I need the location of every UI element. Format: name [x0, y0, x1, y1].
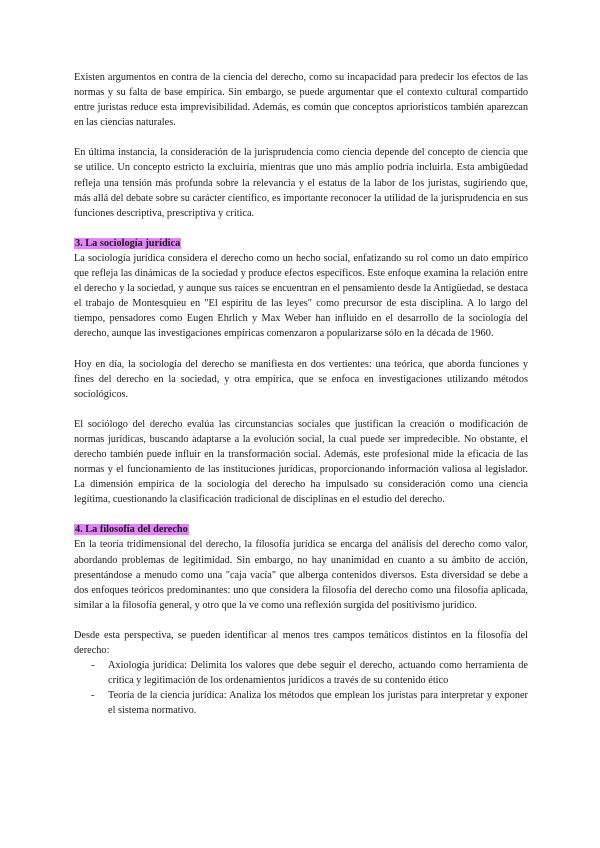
paragraph-intro-2: En última instancia, la consideración de la jurisprudencia como ciencia depende del concepto de ciencia que se utilice. Un concepto estricto la excluiría, mientras que uno más amplio podría incluirla. Esta ambigüedad refleja una tensión más profunda sobre la relevancia y el estatus de la labor de los juristas, sugiriendo que, más allá del debate sobre su carácter científico, es importante reconocer la utilidad de la jurisprudencia en sus funciones descriptiva, prescriptiva y crítica. — [74, 147, 528, 219]
paragraph-intro-1: Existen argumentos en contra de la ciencia del derecho, como su incapacidad para predecir los efectos de las normas y su falta de base empírica. Sin embargo, se puede argumentar que el contexto cultural compartido entre juristas reduce esta imprevisibilidad. Además, es común que conceptos aprioristicos también aparezcan en las ciencias naturales. — [74, 72, 528, 129]
section-heading-sociologia — [74, 236, 528, 251]
section-heading-filosofia-text: 4. La filosofía del derecho — [75, 524, 188, 536]
list-item — [74, 688, 528, 718]
section-heading-filosofia — [74, 522, 528, 537]
section-heading-sociologia-text: 3. La sociología jurídica — [75, 237, 181, 249]
topic-list — [74, 658, 528, 718]
list-item-text: Teoría de la ciencia jurídica: Analiza los métodos que emplean los juristas para interpretar y exponer el sistema normativo. — [108, 690, 528, 717]
paragraph-filosofia-1: En la teoría tridimensional del derecho, la filosofía jurídica se encarga del análisis del derecho como valor, abordando problemas de legitimidad. Sin embargo, no hay unanimidad en cuanto a su ámbito de acción, presentándose a menudo como una "caja vacía" que alberga contenidos diversos. Esta diversidad se debe a dos enfoques teóricos predominantes: uno que considera la filosofía del derecho como una filosofía aplicada, similar a la filosofía general, y otro que la ve como una reflexión surgida del positivismo jurídico. — [74, 539, 528, 611]
paragraph-filosofia-2: Desde esta perspectiva, se pueden identificar al menos tres campos temáticos distintos en la filosofía del derecho: — [74, 629, 528, 656]
paragraph-sociologia-1: La sociología jurídica considera el derecho como un hecho social, enfatizando su rol como un dato empírico que refleja las dinámicas de la sociedad y produce efectos específicos. Este enfoque examina la relación entre el derecho y la sociedad, y aunque sus raíces se encuentran en el pensamiento desde la Antigüedad, se destaca el trabajo de Montesquieu en "El espíritu de las leyes" como precursor de esta disciplina. A lo largo del tiempo, pensadores como Eugen Ehrlich y Max Weber han influido en el desarrollo de la sociología del derecho, aunque las investigaciones empíricas comenzaron a popularizarse sólo en la década de 1960. — [74, 252, 528, 340]
dash-bullet: - — [91, 690, 95, 702]
list-item — [74, 658, 528, 688]
document-body — [74, 70, 528, 718]
list-item-text: Axiología jurídica: Delimita los valores que debe seguir el derecho, actuando como herramienta de crítica y legitimación de los ordenamientos jurídicos a través de su contenido ético — [108, 660, 528, 687]
paragraph-sociologia-3: El sociólogo del derecho evalúa las circunstancias sociales que justifican la creación o modificación de normas jurídicas, buscando adaptarse a la evolución social, la cual puede ser impredecible. No obstante, el derecho también puede influir en la transformación social. Además, este profesional mide la eficacia de las normas y el funcionamiento de las instituciones jurídicas, proporcionando información valiosa al legislador. La dimensión empírica de la sociología del derecho ha impulsado su consideración como una ciencia legítima, cuestionando la clasificación tradicional de disciplinas en el estudio del derecho. — [74, 418, 528, 506]
dash-bullet: - — [91, 660, 95, 672]
paragraph-sociologia-2: Hoy en día, la sociología del derecho se manifiesta en dos vertientes: una teórica, que aborda funciones y fines del derecho en la sociedad, y otra empírica, que se enfoca en investigaciones utilizando métodos sociológicos. — [74, 358, 528, 400]
